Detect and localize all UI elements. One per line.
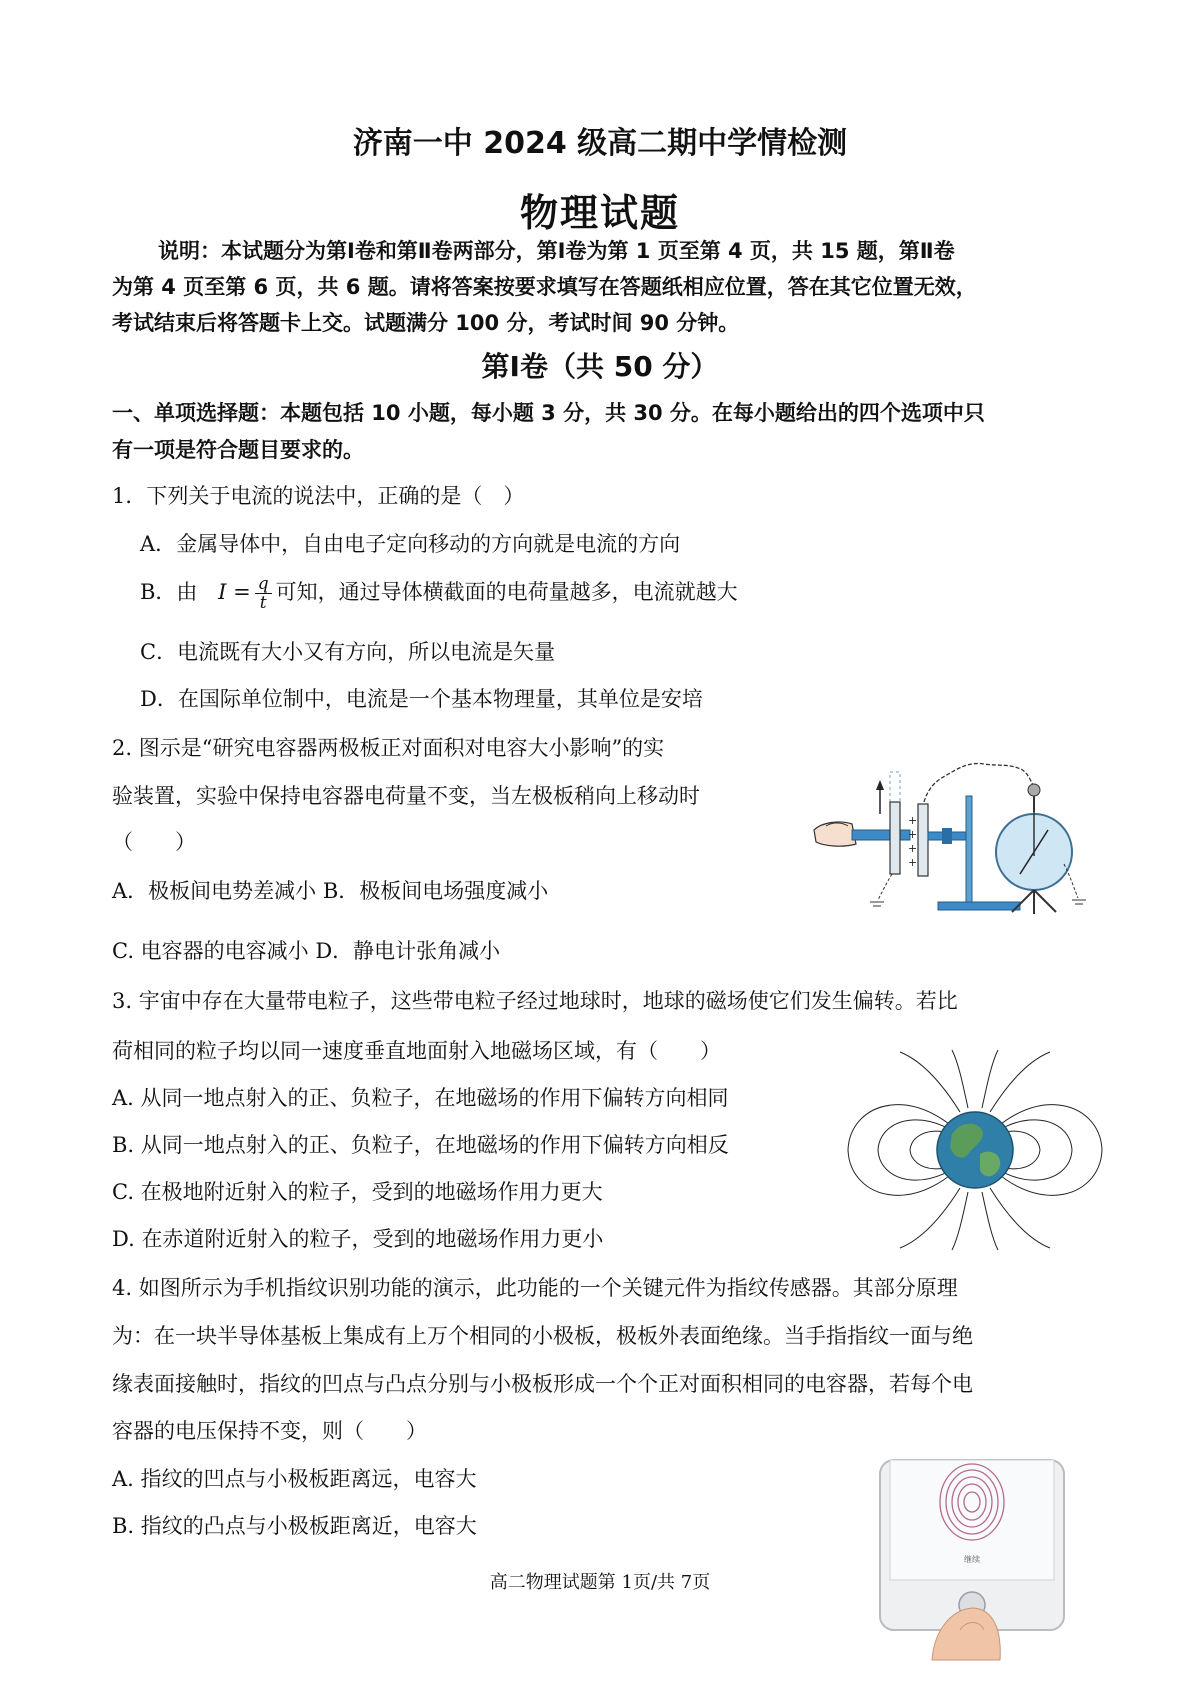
- plus-sign: +: [908, 842, 918, 855]
- q4-stem-line: 为：在一块半导体基板上集成有上万个相同的小极板，极板外表面绝缘。当手指指纹一面与绝: [112, 1324, 973, 1348]
- q4-option-a: A. 指纹的凹点与小极板距离远，电容大: [112, 1467, 477, 1491]
- plus-sign: +: [908, 814, 918, 827]
- instructions: [112, 233, 1112, 341]
- insulating-rod: [852, 830, 910, 840]
- q1-option-d: D．在国际单位制中，电流是一个基本物理量，其单位是安培: [140, 687, 703, 711]
- q1-option-a: A．金属导体中，自由电子定向移动的方向就是电流的方向: [140, 532, 681, 556]
- q4-option-b: B. 指纹的凸点与小极板距离近，电容大: [112, 1514, 477, 1538]
- field-line: [900, 1052, 960, 1112]
- field-line: [990, 1188, 1050, 1248]
- field-line: [952, 1192, 968, 1250]
- instructions-line: 考试结束后将答题卡上交。试题满分 100 分，考试时间 90 分钟。: [112, 311, 740, 335]
- page-footer: 高二物理试题第 1页/共 7页: [489, 1572, 711, 1593]
- phone-button-label: 继续: [964, 1555, 980, 1564]
- q2-options-cd: C. 电容器的电容减小 D．静电计张角减小: [112, 939, 501, 963]
- q1-option-b-suffix: 可知，通过导体横截面的电荷量越多，电流就越大: [275, 580, 738, 604]
- electrometer-knob: [1028, 784, 1040, 796]
- earth-globe: [937, 1112, 1013, 1188]
- subject-title: 物理试题: [519, 191, 680, 235]
- section-heading: [112, 395, 1112, 469]
- q3-option-c: C. 在极地附近射入的粒子，受到的地磁场作用力更大: [112, 1180, 603, 1204]
- stand-pole: [966, 796, 972, 906]
- ground-wire-right: [1064, 864, 1078, 898]
- part-heading: 第Ⅰ卷（共 50 分）: [481, 350, 719, 383]
- clamp-block: [942, 828, 952, 844]
- right-plate: [918, 804, 928, 876]
- earth-magnetic-field-figure: [840, 1050, 1110, 1250]
- field-line: [952, 1050, 968, 1108]
- q4-stem-line: 缘表面接触时，指纹的凹点与凸点分别与小极板形成一个个正对面积相同的电容器，若每个电: [112, 1372, 973, 1396]
- q3-option-d: D. 在赤道附近射入的粒子，受到的地磁场作用力更小: [112, 1227, 604, 1251]
- formula-denominator: t: [259, 593, 267, 613]
- q3-option-b: B. 从同一地点射入的正、负粒子，在地磁场的作用下偏转方向相反: [112, 1133, 729, 1157]
- field-line: [990, 1052, 1050, 1112]
- q2-stem-line: 验装置，实验中保持电容器电荷量不变，当左极板稍向上移动时: [112, 784, 700, 808]
- q2-stem-line: （ ）: [112, 830, 196, 854]
- exam-title: 济南一中 2024 级高二期中学情检测: [352, 126, 848, 161]
- formula-lhs: I =: [218, 580, 251, 604]
- capacitor-experiment-figure: [812, 752, 1092, 922]
- q3-stem-line: 荷相同的粒子均以同一速度垂直地面射入地磁场区域，有（ ）: [112, 1039, 721, 1063]
- q3-option-a: A. 从同一地点射入的正、负粒子，在地磁场的作用下偏转方向相同: [112, 1086, 729, 1110]
- formula-fraction: [255, 575, 272, 612]
- q1-option-b-prefix: B．由: [140, 580, 198, 604]
- electrometer-leg-left: [1012, 890, 1034, 912]
- electrometer-leg-right: [1034, 890, 1056, 912]
- plus-sign: +: [908, 828, 918, 841]
- hand-shape: [814, 822, 856, 846]
- q1-stem: 1．下列关于电流的说法中，正确的是（ ）: [112, 484, 525, 508]
- q1-option-c: C．电流既有大小又有方向，所以电流是矢量: [140, 640, 556, 664]
- section-heading-line: 有一项是符合题目要求的。: [112, 438, 364, 462]
- q2-stem-line: 2. 图示是“研究电容器两极板正对面积对电容大小影响”的实: [112, 736, 665, 760]
- stand-base: [938, 902, 1020, 910]
- q4-stem-line: 容器的电压保持不变，则（ ）: [112, 1419, 427, 1443]
- section-heading-line: 一、单项选择题：本题包括 10 小题，每小题 3 分，共 30 分。在每小题给出的四个选项中只: [112, 401, 985, 425]
- q1-option-b: [140, 575, 738, 612]
- q4-stem-line: 4. 如图所示为手机指纹识别功能的演示，此功能的一个关键元件为指纹传感器。其部分原理: [112, 1276, 958, 1300]
- fingerprint-phone-figure: [872, 1460, 1072, 1660]
- q3-stem-line: 3. 宇宙中存在大量带电粒子，这些带电粒子经过地球时，地球的磁场使它们发生偏转。若比: [112, 989, 958, 1013]
- plus-sign: +: [908, 856, 918, 869]
- field-line: [900, 1188, 960, 1248]
- connecting-wire: [924, 763, 1034, 802]
- q2-options-ab: A．极板间电势差减小 B．极板间电场强度减小: [112, 879, 549, 903]
- instructions-line: 为第 4 页至第 6 页，共 6 题。请将答案按要求填写在答题纸相应位置，答在其它位置无效，: [112, 275, 977, 299]
- left-plate: [890, 802, 900, 874]
- field-line: [982, 1050, 998, 1108]
- field-line: [982, 1192, 998, 1250]
- instructions-line: 说明：本试题分为第Ⅰ卷和第Ⅱ卷两部分，第Ⅰ卷为第 1 页至第 4 页，共 15 题，第Ⅱ卷: [158, 239, 955, 263]
- ground-wire-left: [878, 874, 892, 900]
- formula-numerator: q: [255, 575, 272, 594]
- up-arrow-head: [876, 780, 884, 790]
